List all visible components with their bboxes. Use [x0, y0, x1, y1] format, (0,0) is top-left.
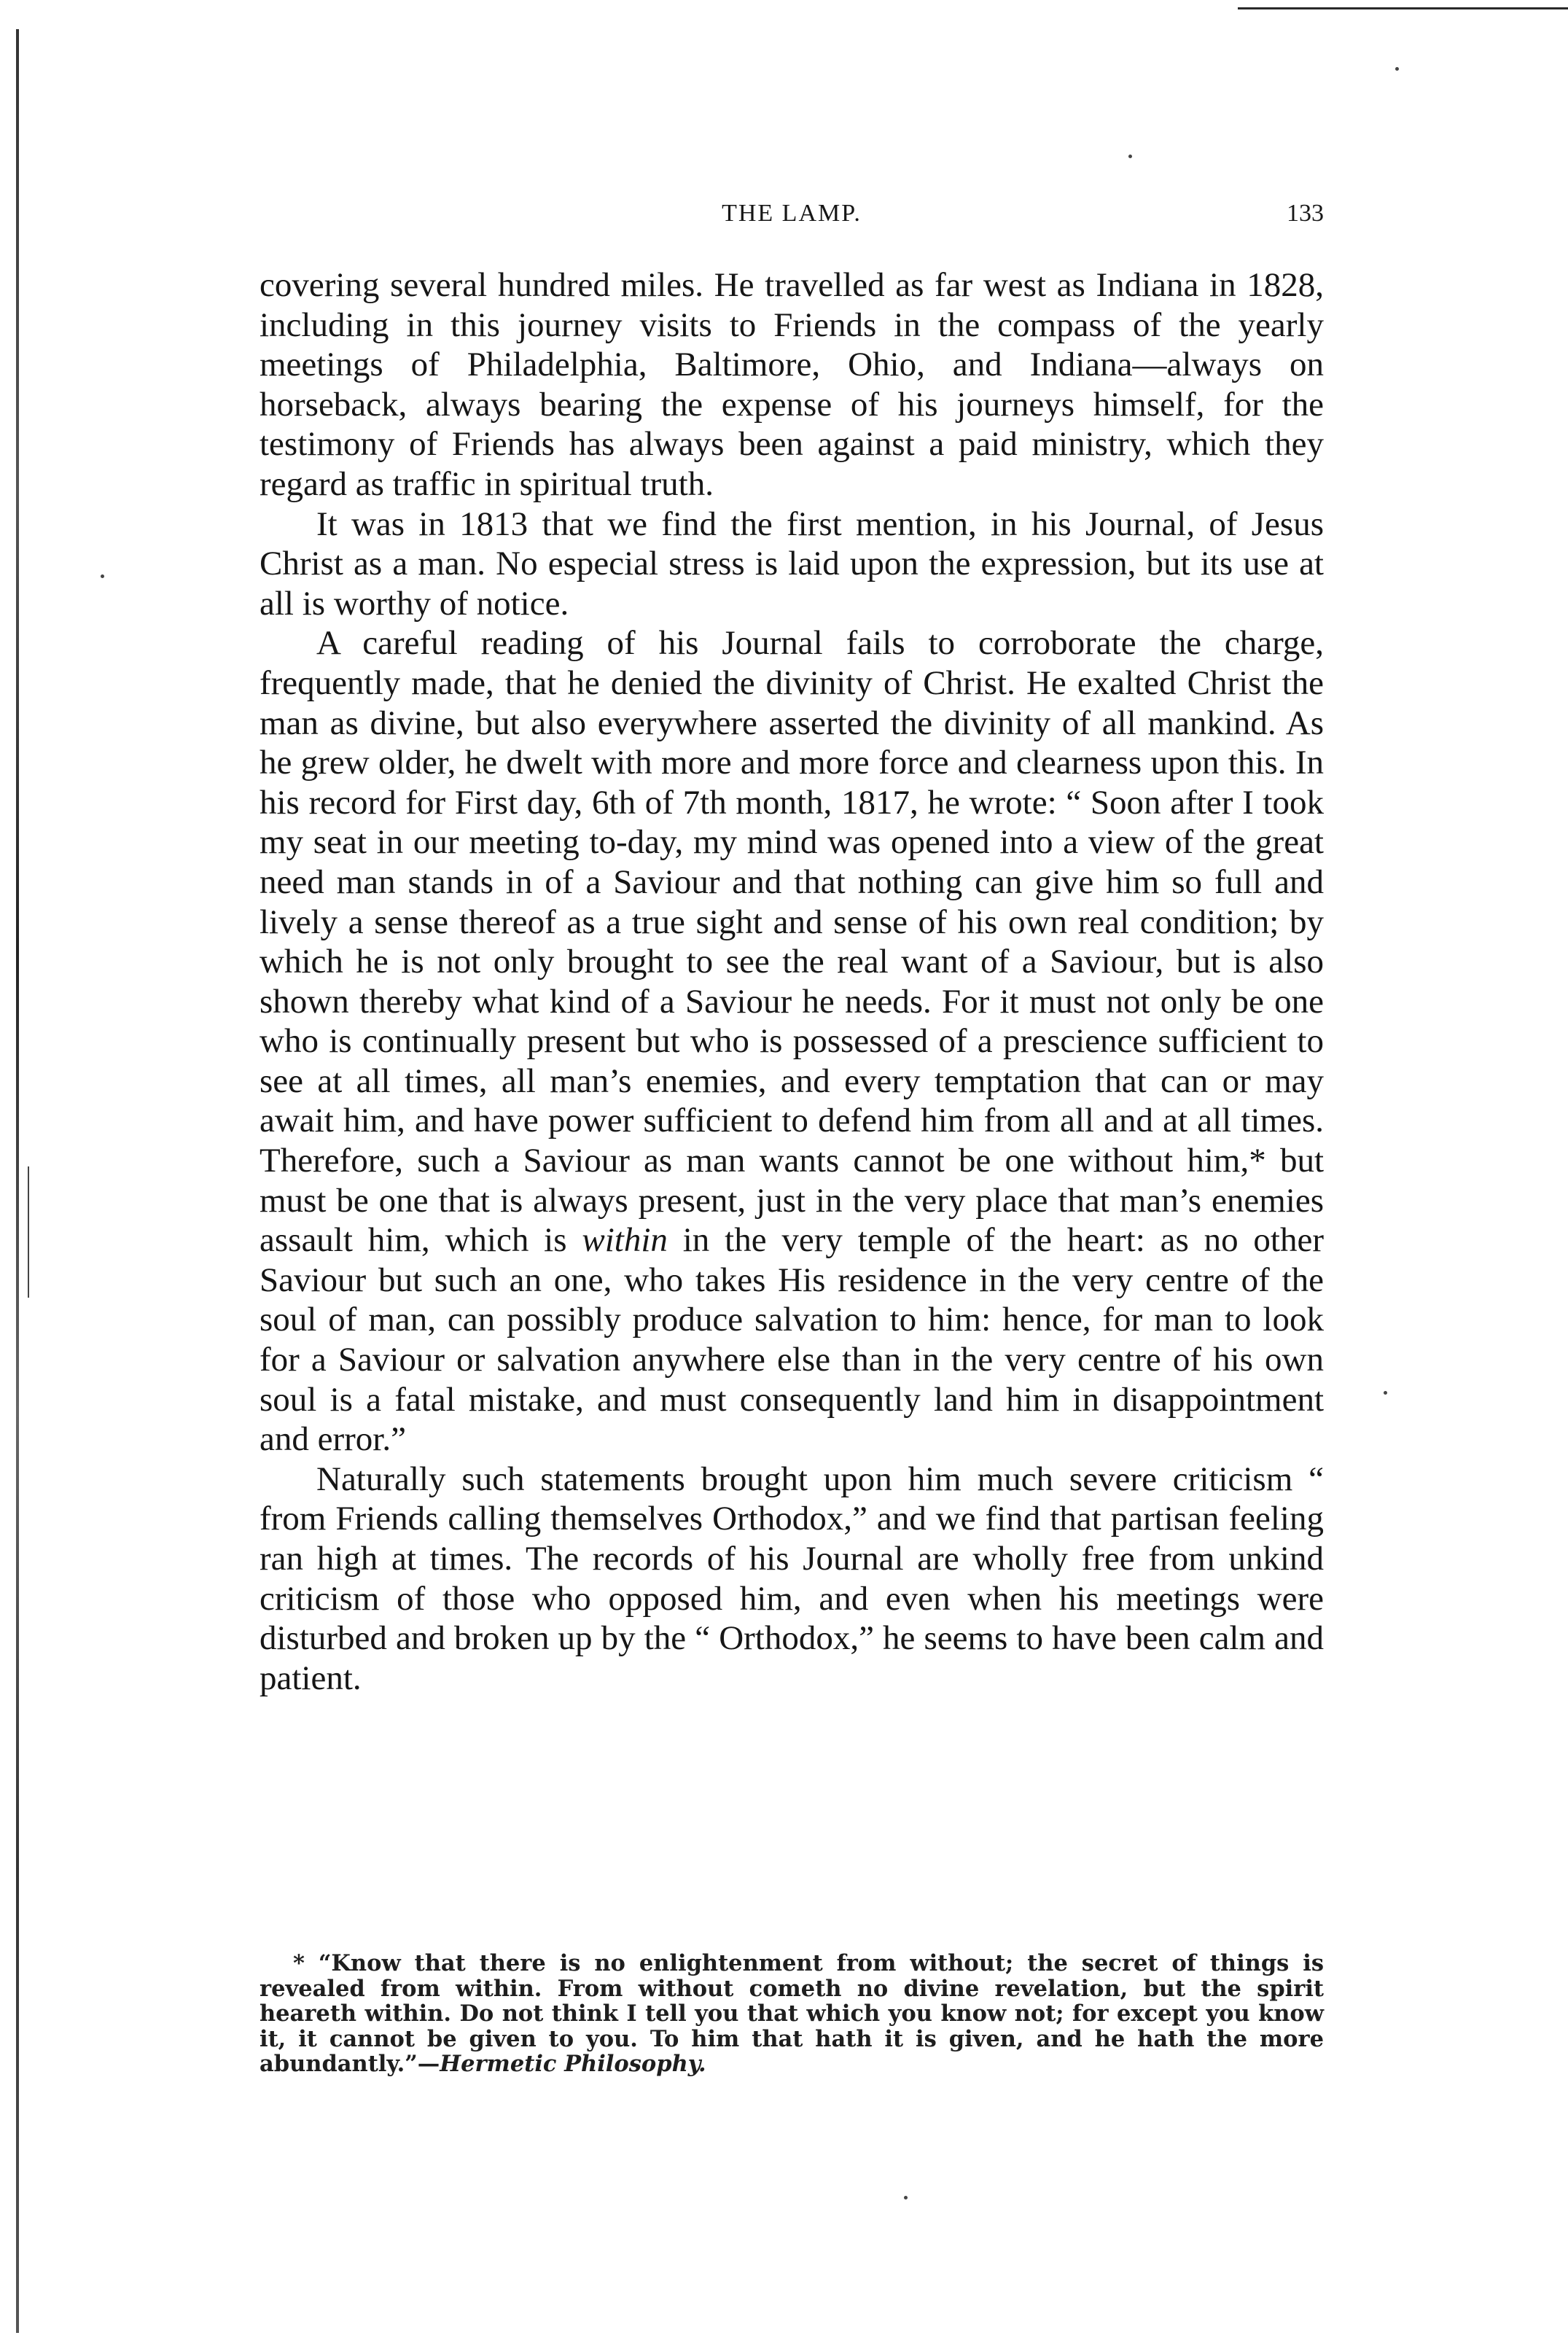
paragraph-2: It was in 1813 that we find the first mention, in his Journal, of Jesus Christ as a man. No especial stress is laid upon the expression, but its use at all is worthy of notice. [260, 504, 1324, 623]
scan-speck [904, 2196, 908, 2199]
footnote-text: * “Know that there is no enlightenment from without; the secret of things is revealed from within. From without cometh no divine revelation, but the spirit heareth within. Do not think I tell you that which you know not; for except you know it, it cannot be given to you. To him that hath it is given, and he hath the more abundantly.”— [260, 1950, 1324, 2077]
paragraph-3-text-b: in the very temple of the heart: as no other Saviour but such an one, who takes His residence in the very centre of the soul of man, can possibly produce salvation to him: hence, for man to look for a Saviour or salvation anywhere else than in the very centre of his own soul is a fatal mistake, and must consequently land him in disappointment and error.” [260, 1221, 1325, 1459]
scan-left-edge [16, 29, 19, 2333]
scan-speck [1395, 67, 1399, 71]
scan-top-rule [1238, 7, 1568, 9]
scan-speck [1128, 155, 1132, 158]
scan-speck [101, 574, 104, 578]
footnote-source: Hermetic Philosophy. [440, 2051, 706, 2077]
scan-speck [1384, 1391, 1387, 1395]
paragraph-3 [260, 623, 1324, 1459]
body-text [260, 265, 1324, 1698]
paragraph-1: covering several hundred miles. He travelled as far west as Indiana in 1828, including in this journey visits to Friends in the compass of the yearly meetings of Philadelphia, Baltimore, Ohio, and Indiana—always on horseback, always bearing the expense of his journeys himself, for the testimony of Friends has always been against a paid ministry, which they regard as traffic in spiritual truth. [260, 266, 1324, 503]
emphasis-within: within [582, 1221, 668, 1260]
scan-left-edge-mark [28, 1166, 29, 1298]
running-head [260, 192, 1324, 230]
paragraph-3-text-a: A careful reading of his Journal fails to corroborate the charge, frequently made, that he denied the divinity of Christ. He exalted Christ the man as divine, but also everywhere asserted the divinity of all mankind. As he grew older, he dwelt with more and more force and clearness upon this. In his record for First day, 6th of 7th month, 1817, he wrote: “ Soon after I took my seat in our meeting to-day, my mind was opened into a view of the great need man stands in of a Saviour and that nothing can give him so full and lively a sense thereof as a true sight and sense of his own real condition; by which he is not only brought to see the real want of a Saviour, but is also shown thereby what kind of a Saviour he needs. For it must not only be one who is continually present but who is possessed of a prescience sufficient to see at all times, all man’s enemies, and every temptation that can or may await him, and have power sufficient to defend him from all and at all times. Therefore, such a Saviour as man wants cannot be one without him,* but must be one that is always present, just in the very place that man’s enemies assault him, which is [260, 624, 1324, 1260]
page-number: 133 [1287, 200, 1324, 227]
footnote-paragraph [260, 1951, 1324, 2077]
paragraph-4: Naturally such statements brought upon him much severe criticism “ from Friends calling themselves Orthodox,” and we find that partisan feeling ran high at times. The records of his Journal are wholly free from unkind criticism of those who opposed him, and even when his meetings were disturbed and broken up by the “ Orthodox,” he seems to have been calm and patient. [260, 1460, 1324, 1697]
footnote [260, 1951, 1324, 2077]
page-title: THE LAMP. [722, 200, 862, 227]
